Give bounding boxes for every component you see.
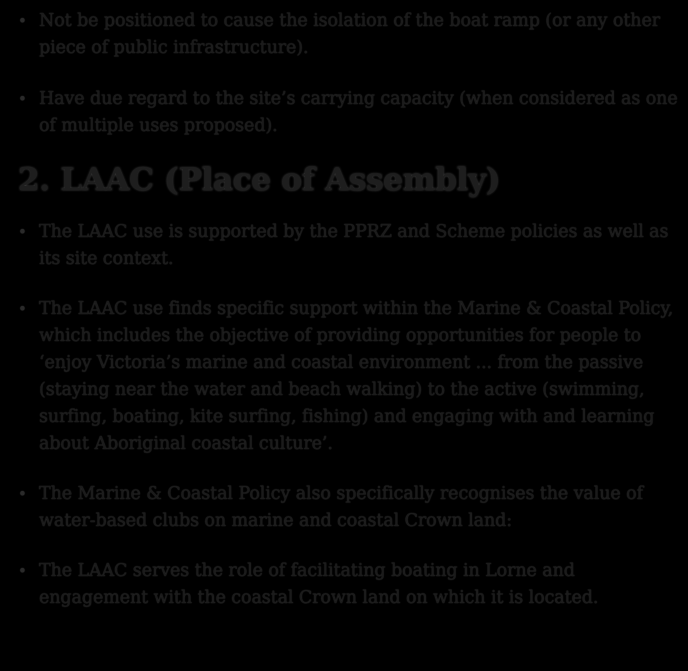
bullet-icon: • [18,12,27,30]
list-item [0,86,688,140]
bullet-text: The LAAC use finds specific support within the Marine & Coastal Policy, which includes the objective of providing opportunities for people to ‘enjoy Victoria’s marine and coastal environment ... from the passive (staying near the water and beach walking) to the active (swimming, surfing, boating, kite surfing, fishing) and engaging with and learning about Aboriginal coastal culture’. [39,299,674,454]
list-item [0,558,688,612]
section-2-bullet-list [0,219,688,612]
bullet-text: Not be positioned to cause the isolation of the boat ramp (or any other piece of public infrastructure). [39,11,660,58]
bullet-icon: • [18,300,27,318]
list-item [0,8,688,62]
list-item [0,296,688,458]
bullet-text: The LAAC serves the role of facilitating boating in Lorne and engagement with the coastal Crown land on which it is located. [39,561,599,608]
section-heading: 2. LAAC (Place of Assembly) [18,162,501,198]
bullet-text: The LAAC use is supported by the PPRZ and Scheme policies as well as its site context. [39,222,669,269]
bullet-icon: • [18,90,27,108]
bullet-text: The Marine & Coastal Policy also specifically recognises the value of water-based clubs on marine and coastal Crown land: [39,484,643,531]
list-item [0,219,688,273]
bullet-text: Have due regard to the site’s carrying capacity (when considered as one of multiple uses proposed). [39,89,678,136]
bullet-icon: • [18,562,27,580]
section-1-bullet-list [0,8,688,140]
list-item [0,481,688,535]
bullet-icon: • [18,223,27,241]
bullet-icon: • [18,485,27,503]
